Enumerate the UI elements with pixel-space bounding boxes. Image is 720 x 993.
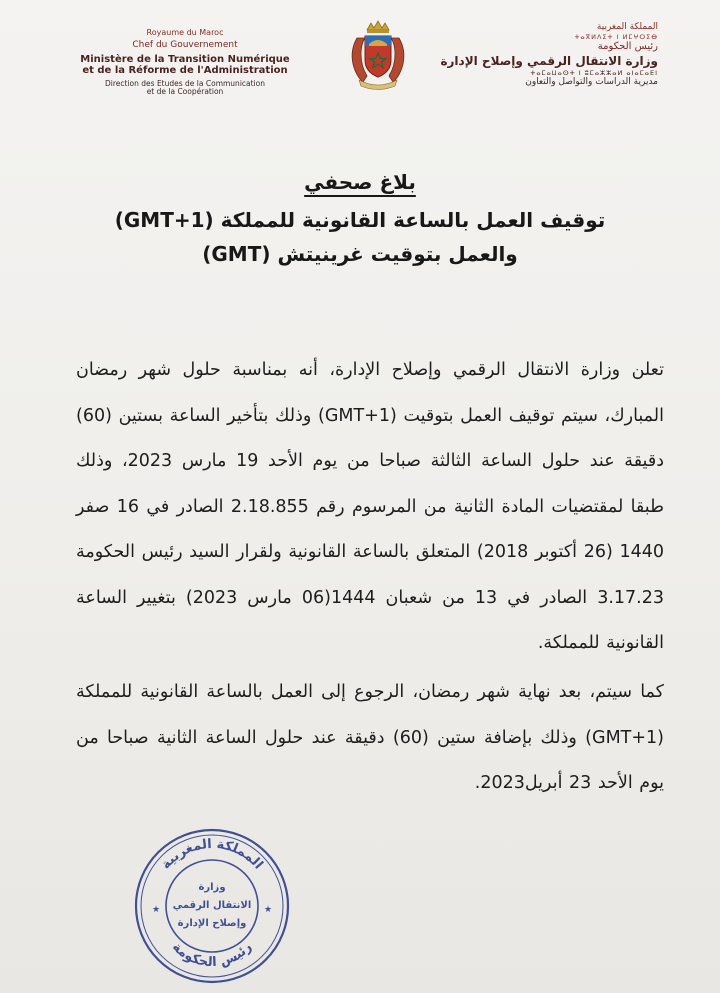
ar-chef-label: رئيس الحكومة [597, 41, 658, 53]
official-stamp [132, 824, 292, 986]
fr-ministry-line2: et de la Réforme de l'Administration [82, 65, 288, 77]
document-heading [0, 170, 720, 266]
ar-kingdom-label: المملكة المغربية [596, 22, 658, 32]
stamp-star-right-icon: ★ [263, 905, 273, 915]
document-subtitle-line2: والعمل بتوقيت غرينيتش (GMT) [202, 242, 518, 266]
ar-kingdom-tifinagh: ⵜⴰⴳⵍⴷⵉⵜ ⵏ ⵍⵎⵖⵔⵉⴱ [574, 33, 658, 42]
document-title: بلاغ صحفي [304, 170, 416, 194]
stamp-inner-line1: وزارة [198, 882, 226, 893]
ar-ministry-tifinagh: ⵜⴰⵎⴰⵡⴰⵙⵜ ⵏ ⵓⵎⴰⵣⵣⴰⵍ ⴰⵏⴰⵎⴰⴹⵏ [530, 68, 658, 77]
stamp-inner-line3: وإصلاح الإدارة [177, 918, 247, 929]
ar-ministry-label: وزارة الانتقال الرقمي وإصلاح الإدارة [440, 53, 658, 68]
document-subtitle-line1: توقيف العمل بالساعة القانونية للمملكة (GMT+1) [114, 208, 606, 232]
arabic-letterhead [418, 22, 658, 88]
fr-direction-line1: Direction des Etudes de la Communication [105, 78, 265, 88]
body-paragraph-1: تعلن وزارة الانتقال الرقمي وإصلاح الإدارة، أنه بمناسبة حلول شهر رمضان المبارك، سيتم توقيف العمل بتوقيت (GMT+1) وذلك بتأخير الساعة بستين (60) دقيقة عند حلول الساعة الثالثة صباحا من يوم الأحد 19 مارس 2023، وذلك طبقا لمقتضيات المادة الثانية من المرسوم رقم 2.18.855 الصادر في 16 صفر 1440 (26 أكتوبر 2018) المتعلق بالساعة القانونية ولقرار السيد رئيس الحكومة 3.17.23 الصادر في 13 من شعبان 1444(06 مارس 2023) بتغيير الساعة القانونية للمملكة. [76, 360, 665, 653]
stamp-inner-line2: الانتقال الرقمي [172, 900, 252, 911]
stamp-outer-bottom-text: رئيس الحكومة [169, 939, 255, 971]
fr-ministry-line1: Ministère de la Transition Numérique [80, 53, 290, 65]
french-letterhead [70, 28, 300, 97]
fr-direction-line2: et de la Coopération [146, 87, 224, 97]
fr-chef-label: Chef du Gouvernement [132, 40, 238, 51]
stamp-outer-top-text: المملكة المغربية [158, 836, 266, 873]
fr-kingdom-label: Royaume du Maroc [146, 28, 224, 37]
morocco-coat-of-arms-icon [343, 20, 413, 92]
body-paragraph-2: كما سيتم، بعد نهاية شهر رمضان، الرجوع إلى العمل بالساعة القانونية للمملكة (GMT+1) وذلك بإضافة ستين (60) دقيقة عند حلول الساعة الثانية صباحا من يوم الأحد 23 أبريل2023. [76, 682, 664, 793]
ar-direction-label: مديرية الدراسات والتواصل والتعاون [525, 77, 658, 87]
stamp-star-left-icon: ★ [151, 905, 161, 915]
